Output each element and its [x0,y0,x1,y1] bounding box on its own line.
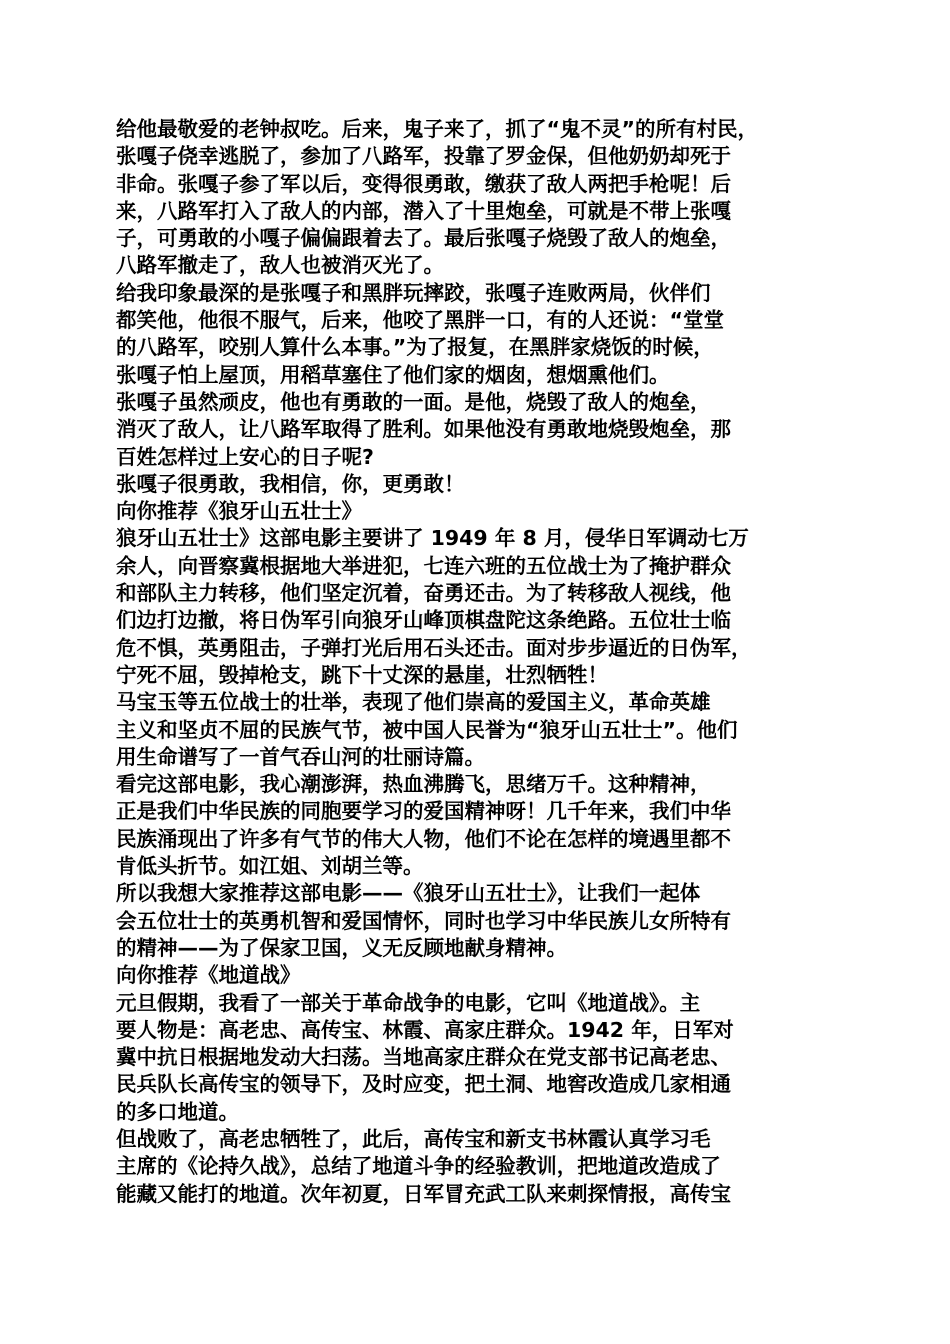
text-line: 看完这部电影，我心潮澎湃，热血沸腾飞，思绪万千。这种精神， [116,772,711,797]
text-line: 向你推荐《狼牙山五壮士》 [116,499,362,524]
text-line: 但战败了，高老忠牺牲了，此后，高传宝和新支书林霞认真学习毛 [116,1126,711,1151]
text-line: 民族涌现出了许多有气节的伟大人物，他们不论在怎样的境遇里都不 [116,826,731,851]
text-line: 主义和坚贞不屈的民族气节，被中国人民誉为“狼牙山五壮士”。他们 [116,717,738,742]
text-line: 来，八路军打入了敌人的内部，潜入了十里炮垒，可就是不带上张嘎 [116,198,731,223]
text-line: 肯低头折节。如江姐、刘胡兰等。 [116,854,424,879]
text-line: 八路军撤走了，敌人也被消灭光了。 [116,253,444,278]
text-line: 张嘎子虽然顽皮，他也有勇敢的一面。是他，烧毁了敌人的炮垒， [116,389,711,414]
text-line: 张嘎子怕上屋顶，用稻草塞住了他们家的烟囱，想烟熏他们。 [116,362,670,387]
text-line: 正是我们中华民族的同胞要学习的爱国精神呀！几千年来，我们中华 [116,799,731,824]
text-line: 百姓怎样过上安心的日子呢? [116,444,374,469]
text-line: 都笑他，他很不服气，后来，他咬了黑胖一口，有的人还说：“堂堂 [116,308,724,333]
document-page [116,116,838,1208]
text-line: 和部队主力转移，他们坚定沉着，奋勇还击。为了转移敌人视线，他 [116,581,731,606]
text-line: 用生命谱写了一首气吞山河的壮丽诗篇。 [116,744,485,769]
text-line: 的八路军，咬别人算什么本事。”为了报复，在黑胖家烧饭的时候， [116,335,714,360]
text-line: 冀中抗日根据地发动大扫荡。当地高家庄群众在党支部书记高老忠、 [116,1045,731,1070]
text-line: 狼牙山五壮士》这部电影主要讲了 1949 年 8 月，侵华日军调动七万 [116,526,749,551]
text-line: 们边打边撤，将日伪军引向狼牙山峰顶棋盘陀这条绝路。五位壮士临 [116,608,731,633]
text-line: 的精神——为了保家卫国，义无反顾地献身精神。 [116,935,567,960]
text-line: 所以我想大家推荐这部电影——《狼牙山五壮士》，让我们一起体 [116,881,701,906]
text-line: 危不惧，英勇阻击，子弹打光后用石头还击。面对步步逼近的日伪军， [116,635,752,660]
text-line: 民兵队长高传宝的领导下，及时应变，把土洞、地窖改造成几家相通 [116,1072,731,1097]
text-line: 能藏又能打的地道。次年初夏，日军冒充武工队来刺探情报，高传宝 [116,1181,731,1206]
text-line: 会五位壮士的英勇机智和爱国情怀，同时也学习中华民族儿女所特有 [116,908,731,933]
text-line: 元旦假期，我看了一部关于革命战争的电影，它叫《地道战》。主 [116,990,701,1015]
text-line: 消灭了敌人，让八路军取得了胜利。如果他没有勇敢地烧毁炮垒，那 [116,417,731,442]
text-line: 给他最敬爱的老钟叔吃。后来，鬼子来了，抓了“鬼不灵”的所有村民， [116,117,758,141]
text-line: 主席的《论持久战》，总结了地道斗争的经验教训，把地道改造成了 [116,1154,721,1179]
document-body [116,116,838,1208]
text-line: 给我印象最深的是张嘎子和黑胖玩摔跤，张嘎子连败两局，伙伴们 [116,280,711,305]
text-line: 的多口地道。 [116,1099,239,1124]
text-line: 非命。张嘎子参了军以后，变得很勇敢，缴获了敌人两把手枪呢！后 [116,171,731,196]
text-line: 张嘎子侥幸逃脱了，参加了八路军，投靠了罗金保，但他奶奶却死于 [116,144,731,169]
text-line: 余人，向晋察冀根据地大举进犯，七连六班的五位战士为了掩护群众 [116,553,731,578]
text-line: 马宝玉等五位战士的壮举，表现了他们崇高的爱国主义，革命英雄 [116,690,711,715]
text-line: 宁死不屈，毁掉枪支，跳下十丈深的悬崖，壮烈牺牲！ [116,662,608,687]
text-line: 要人物是：高老忠、高传宝、林霞、高家庄群众。1942 年，日军对 [116,1017,734,1042]
text-line: 子，可勇敢的小嘎子偏偏跟着去了。最后张嘎子烧毁了敌人的炮垒， [116,226,731,251]
text-line: 向你推荐《地道战》 [116,963,301,988]
text-line: 张嘎子很勇敢，我相信，你，更勇敢！ [116,471,465,496]
